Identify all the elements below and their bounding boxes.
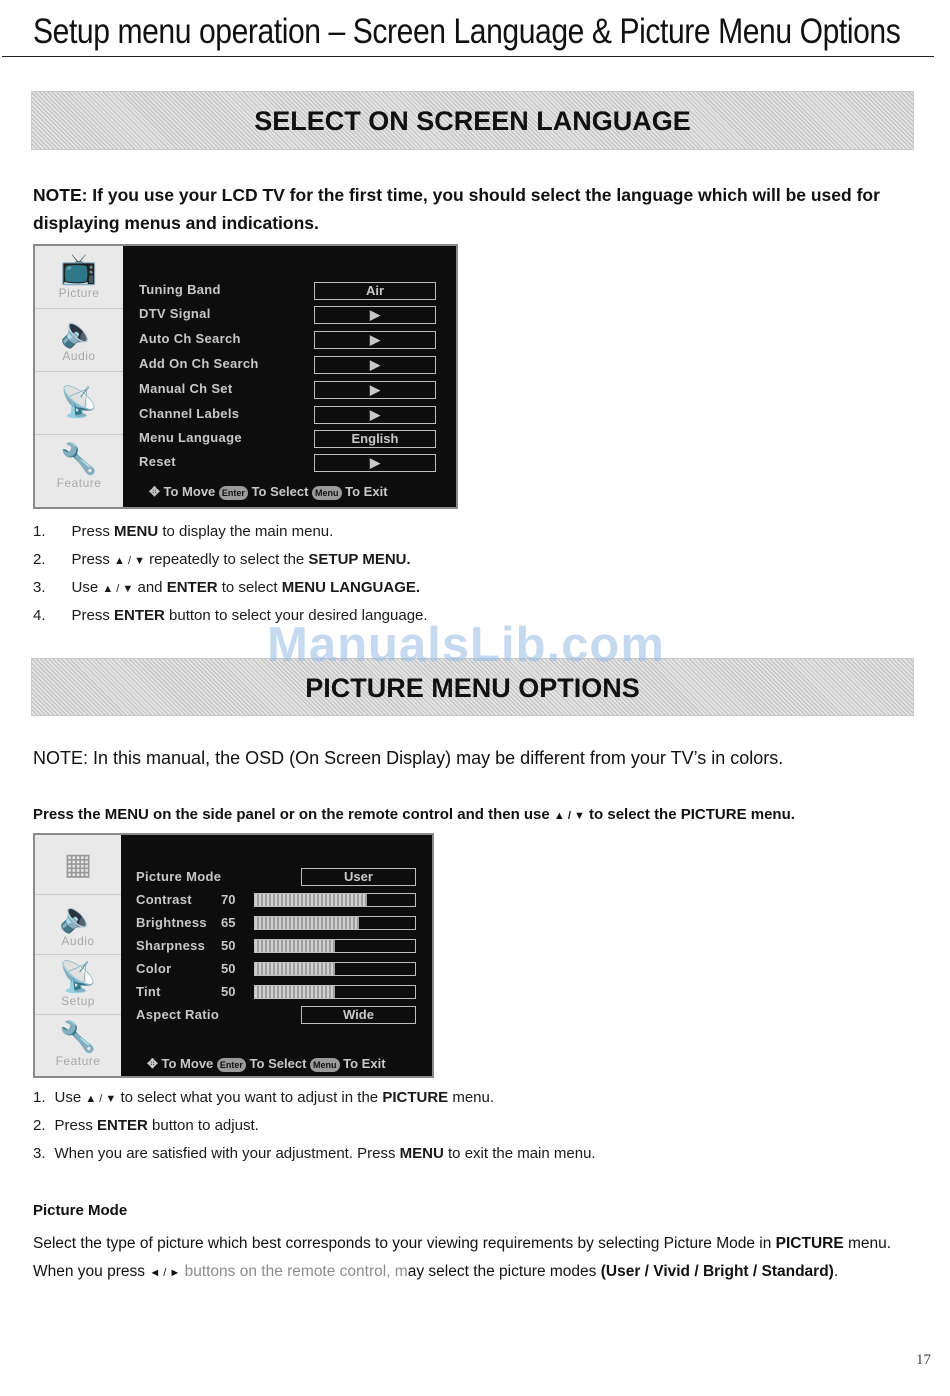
instruction-post: to select the PICTURE menu. — [584, 806, 795, 823]
osd-row-label: DTV Signal — [139, 306, 211, 321]
step-number: 1. — [33, 1089, 46, 1106]
osd-row-label: Manual Ch Set — [139, 381, 233, 396]
dpad-icon: ✥ — [147, 1056, 158, 1071]
side-item-audio — [35, 895, 121, 955]
satellite-icon: 📡 — [60, 386, 98, 419]
footer-move: To Move — [161, 1056, 214, 1071]
side-item-picture — [35, 835, 121, 895]
step-keyword: ENTER — [114, 607, 165, 624]
menu-key-icon: Menu — [312, 486, 342, 500]
osd-row-value: ▶ — [314, 381, 436, 399]
instruction-pre: Press the MENU on the side panel or on the remote control and then use — [33, 806, 554, 823]
footer-exit: To Exit — [343, 1056, 386, 1071]
osd-row-value: English — [314, 430, 436, 448]
page-number: 17 — [916, 1352, 931, 1368]
title-rule — [2, 56, 934, 57]
pm-line2-post: . — [833, 1263, 839, 1280]
osd-row-label: Auto Ch Search — [139, 331, 241, 346]
slider-fill — [255, 940, 335, 952]
osd-row-label: Add On Ch Search — [139, 356, 259, 371]
picture-menu-instruction — [33, 806, 795, 823]
step-text-mid: to select what you want to adjust in the — [116, 1089, 383, 1106]
side-label: Setup — [61, 993, 95, 1008]
side-item-audio — [35, 309, 123, 372]
slider-bar — [254, 916, 416, 930]
step-number: 3. — [33, 579, 46, 596]
footer-exit: To Exit — [345, 484, 388, 499]
side-item-feature — [35, 1015, 121, 1075]
slider-value: 50 — [221, 938, 236, 953]
step-text-pre: Press — [71, 523, 115, 540]
osd-row-value: ▶ — [314, 356, 436, 374]
step-keyword: SETUP MENU. — [308, 551, 411, 568]
slider-value: 50 — [221, 984, 236, 999]
step-text-pre: Press — [71, 607, 115, 624]
osd-row-label: Picture Mode — [136, 869, 222, 884]
step-keyword-2: MENU LANGUAGE. — [281, 579, 421, 596]
osd-footer — [147, 1056, 386, 1072]
step-keyword: PICTURE — [382, 1089, 449, 1106]
step-number: 1. — [33, 523, 46, 540]
side-label: Audio — [62, 349, 96, 363]
footer-select: To Select — [249, 1056, 307, 1071]
step-keyword: ENTER — [97, 1117, 148, 1134]
slider-fill — [255, 963, 335, 975]
slider-bar — [254, 939, 416, 953]
tv-icon: ▦ — [63, 847, 93, 881]
dpad-icon: ✥ — [149, 484, 160, 499]
picture-mode-description — [33, 1230, 938, 1287]
footer-select: To Select — [251, 484, 309, 499]
picture-step-2 — [33, 1117, 259, 1134]
step-number: 3. — [33, 1145, 46, 1162]
osd-footer — [149, 484, 388, 500]
osd-row-label: Reset — [139, 454, 176, 469]
step-2 — [33, 551, 411, 568]
up-down-arrows-icon: ▲ / ▼ — [85, 1093, 117, 1105]
step-keyword: ENTER — [166, 579, 218, 596]
step-text-mid2: to select — [217, 579, 282, 596]
speaker-icon: 🔈 — [59, 900, 97, 934]
pm-line1-pre: Select the type of picture which best corresponds to your viewing requirements by selecting Picture Mode in — [33, 1235, 776, 1252]
pm-line2-faint: buttons on the remote control, m — [180, 1263, 408, 1280]
step-text-pre: Use — [71, 579, 103, 596]
satellite-icon: 📡 — [59, 960, 97, 994]
step-number: 2. — [33, 1117, 46, 1134]
step-text-post: to exit the main menu. — [443, 1145, 596, 1162]
step-text-pre: Press — [54, 1117, 98, 1134]
wrench-icon: 🔧 — [60, 442, 98, 476]
enter-key-icon: Enter — [219, 486, 248, 500]
menu-key-icon: Menu — [310, 1058, 340, 1072]
slider-label: Color — [136, 961, 172, 976]
step-text-post: button to adjust. — [147, 1117, 259, 1134]
step-text-pre: Use — [54, 1089, 86, 1106]
osd-row-value: Air — [314, 282, 436, 300]
picture-mode-heading: Picture Mode — [33, 1202, 128, 1219]
slider-label: Sharpness — [136, 938, 206, 953]
enter-key-icon: Enter — [217, 1058, 246, 1072]
osd-row-value: ▶ — [314, 454, 436, 472]
osd-row-label: Channel Labels — [139, 406, 240, 421]
step-text-pre: Press — [71, 551, 115, 568]
step-text-pre: When you are satisfied with your adjustment. Press — [54, 1145, 400, 1162]
osd-row-value: ▶ — [314, 406, 436, 424]
picture-step-1 — [33, 1089, 494, 1106]
first-time-note: NOTE: If you use your LCD TV for the first time, you should select the language which will be used for displaying menus and indications. — [33, 185, 880, 233]
slider-bar — [254, 985, 416, 999]
osd-row-value: User — [301, 868, 416, 886]
step-3 — [33, 579, 420, 596]
up-down-arrows-icon: ▲ / ▼ — [102, 583, 134, 595]
osd-color-note: NOTE: In this manual, the OSD (On Screen Display) may be different from your TV’s in colors. — [33, 748, 784, 768]
slider-bar — [254, 962, 416, 976]
slider-label: Tint — [136, 984, 161, 999]
step-text-post: button to select your desired language. — [164, 607, 428, 624]
section-banner-picture: PICTURE MENU OPTIONS — [31, 658, 914, 716]
pm-line2-bold: (User / Vivid / Bright / Standard) — [600, 1263, 834, 1280]
osd-row-value: Wide — [301, 1006, 416, 1024]
slider-fill — [255, 917, 359, 929]
osd-row-value: ▶ — [314, 306, 436, 324]
osd-sidebar — [35, 835, 121, 1076]
footer-move: To Move — [163, 484, 216, 499]
step-number: 2. — [33, 551, 46, 568]
osd-row-label: Menu Language — [139, 430, 242, 445]
section-banner-language: SELECT ON SCREEN LANGUAGE — [31, 91, 914, 150]
slider-value: 50 — [221, 961, 236, 976]
speaker-icon: 🔈 — [60, 316, 98, 349]
slider-label: Brightness — [136, 915, 207, 930]
slider-fill — [255, 986, 335, 998]
step-1 — [33, 523, 333, 540]
side-label: Feature — [55, 1054, 101, 1068]
step-keyword: MENU — [114, 523, 159, 540]
slider-bar — [254, 893, 416, 907]
side-label: Audio — [61, 933, 95, 948]
up-down-arrows-icon: ▲ / ▼ — [114, 555, 145, 567]
step-text-mid: and — [133, 579, 167, 596]
page-title: Setup menu operation – Screen Language & Picture Menu Options — [33, 12, 901, 51]
slider-label: Contrast — [136, 892, 192, 907]
left-right-arrows-icon: ◄ / ► — [149, 1267, 181, 1279]
pm-line1-bold: PICTURE — [775, 1235, 844, 1252]
step-text-post: to display the main menu. — [158, 523, 334, 540]
osd-row-label: Tuning Band — [139, 282, 221, 297]
picture-osd-screenshot — [33, 833, 434, 1078]
picture-step-3 — [33, 1145, 596, 1162]
up-down-arrows-icon: ▲ / ▼ — [553, 810, 585, 822]
setup-osd-screenshot — [33, 244, 458, 509]
pm-line2-pre: When you press — [33, 1263, 150, 1280]
wrench-icon: 🔧 — [59, 1021, 97, 1054]
osd-row-value: ▶ — [314, 331, 436, 349]
side-item-feature — [35, 435, 123, 498]
side-item-setup — [35, 955, 121, 1015]
osd-sidebar — [35, 246, 123, 507]
pm-line1-post: menu. — [843, 1235, 892, 1252]
step-keyword: MENU — [399, 1145, 444, 1162]
step-text-post: menu. — [448, 1089, 495, 1106]
side-item-setup — [35, 372, 123, 435]
step-number: 4. — [33, 607, 46, 624]
step-text-mid: repeatedly to select the — [144, 551, 309, 568]
slider-fill — [255, 894, 367, 906]
pm-line2-mid: ay select the picture modes — [407, 1263, 601, 1280]
slider-value: 65 — [221, 915, 236, 930]
slider-value: 70 — [221, 892, 236, 907]
side-item-picture — [35, 246, 123, 309]
osd-row-label: Aspect Ratio — [136, 1007, 220, 1022]
watermark: ManualsLib.com — [267, 618, 665, 672]
side-label: Feature — [56, 475, 102, 490]
side-label: Picture — [58, 286, 100, 300]
tv-icon: 📺 — [60, 253, 98, 286]
